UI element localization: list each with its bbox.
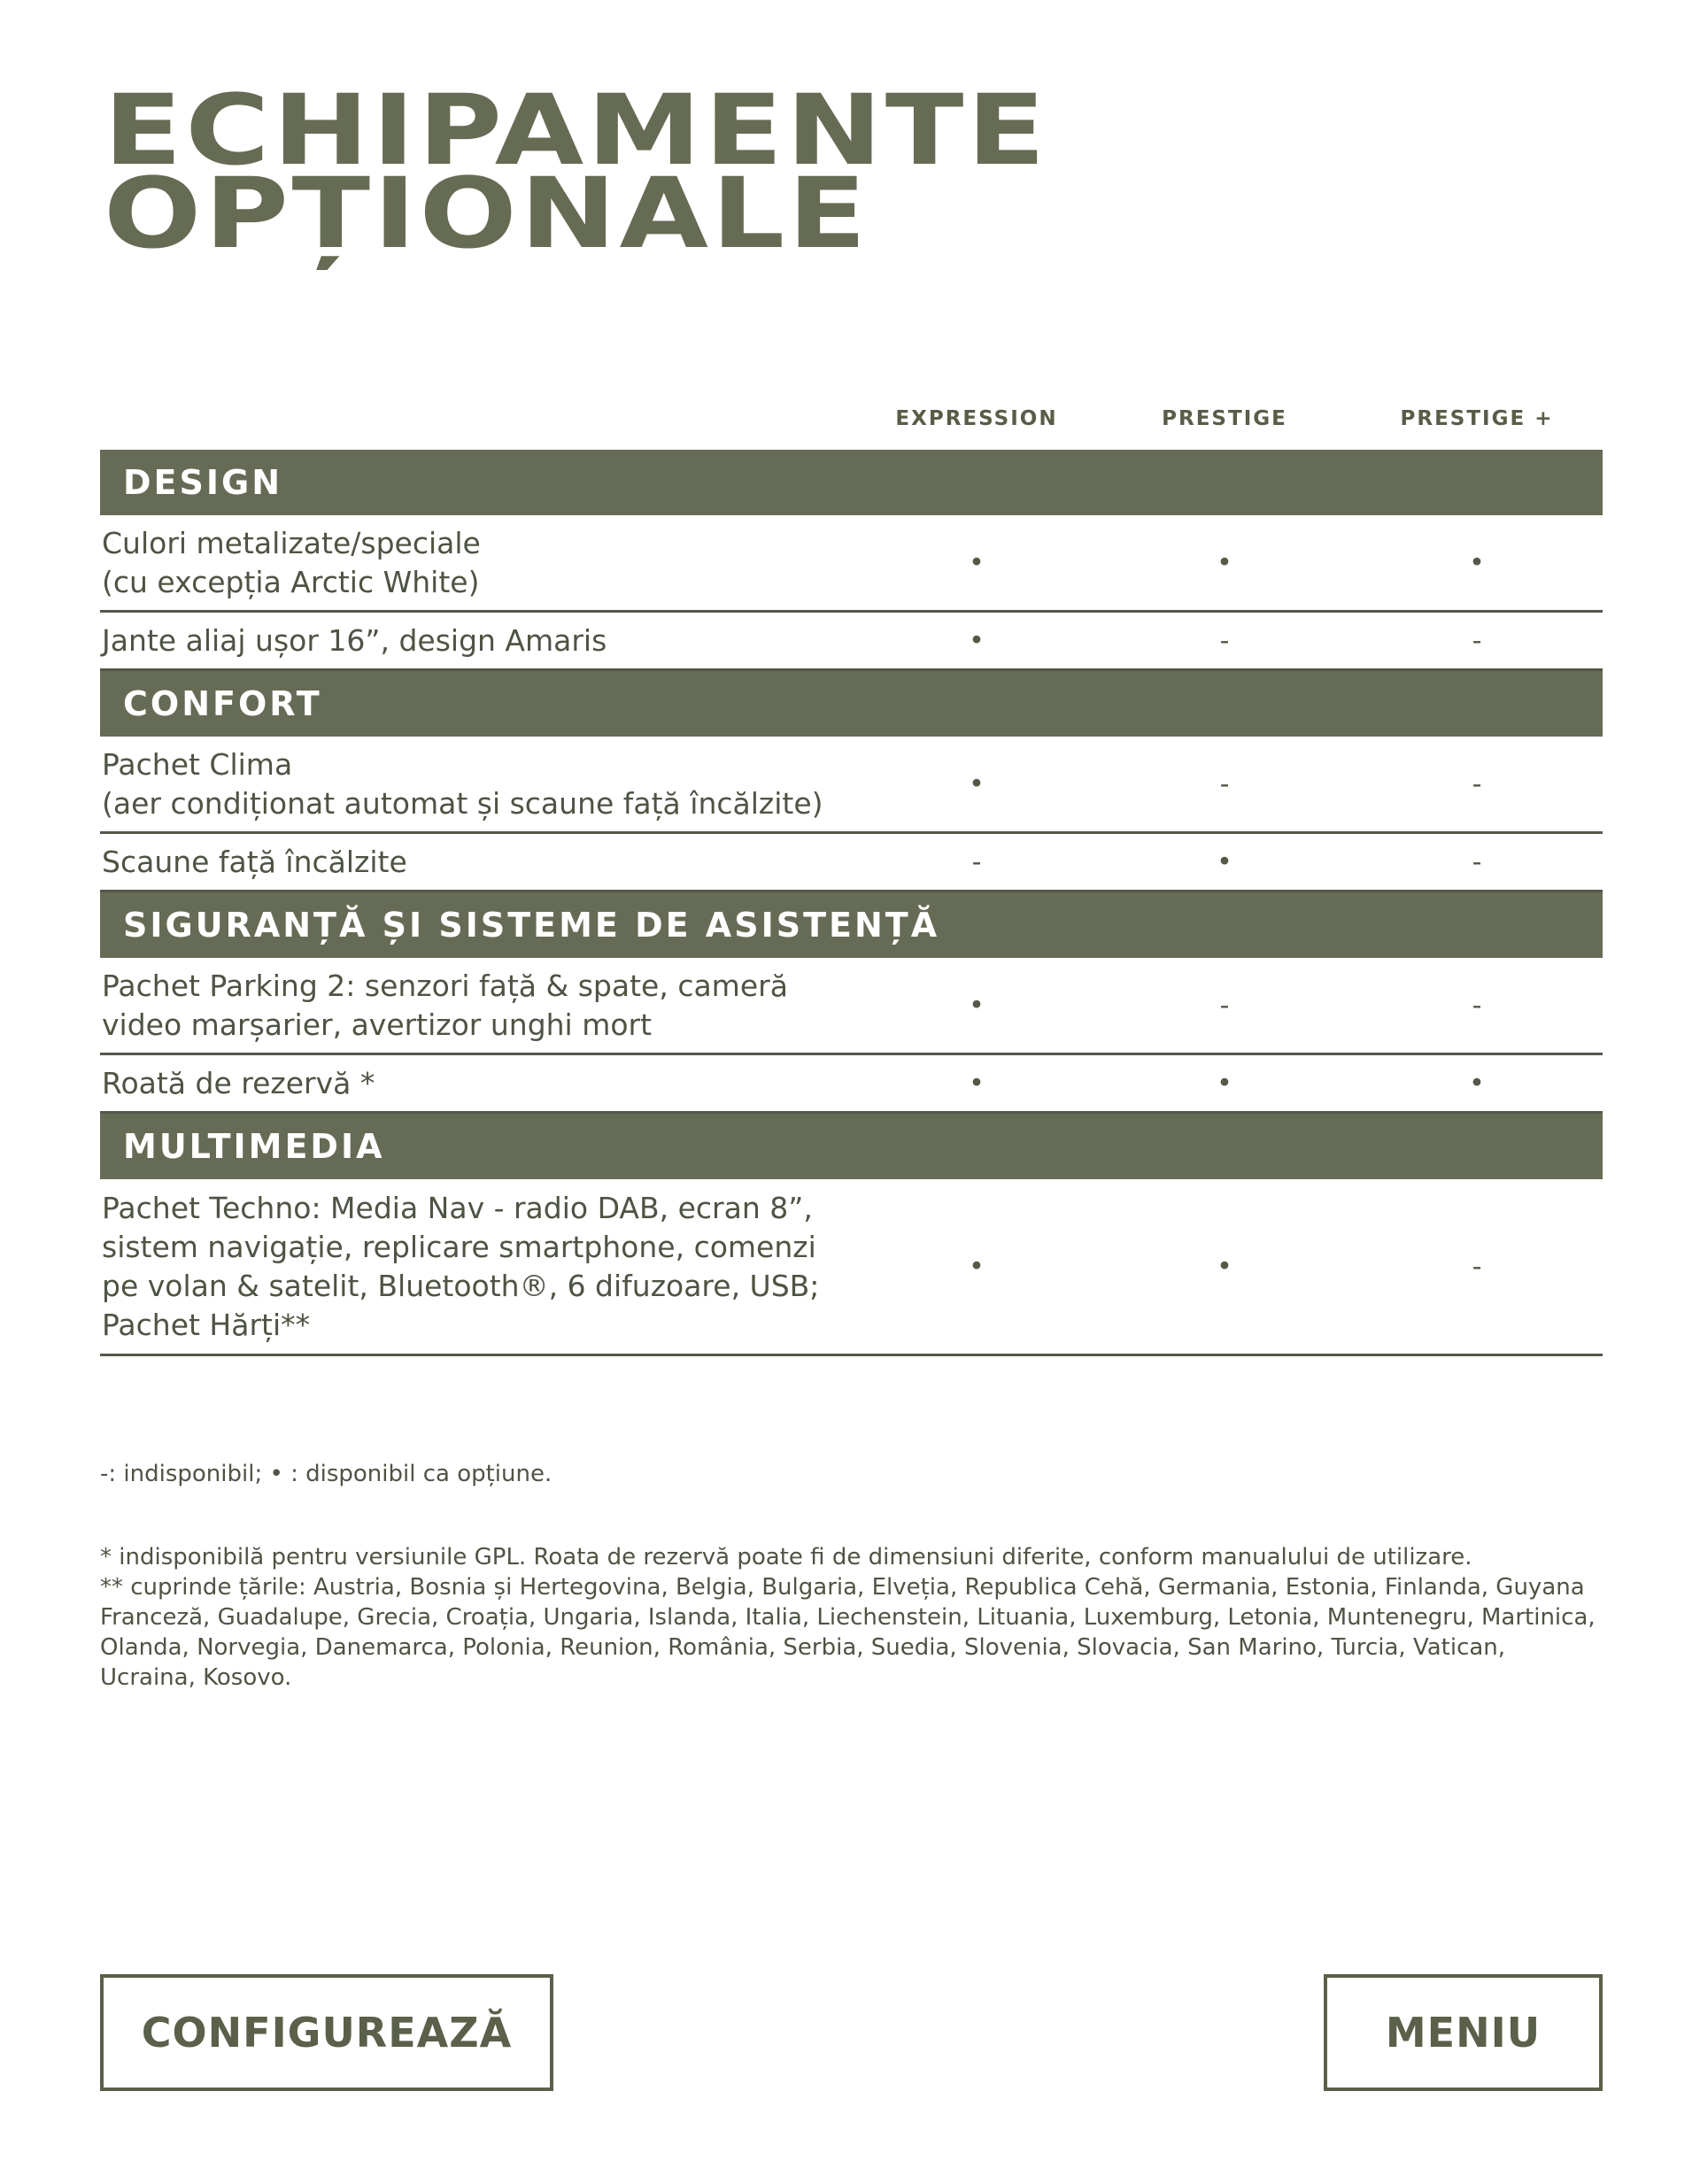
available-dot: • [1469, 1068, 1485, 1099]
unavailable-dash: - [1472, 768, 1482, 799]
available-dot: • [1217, 1068, 1232, 1099]
available-dot: • [969, 990, 985, 1021]
row-label: Jante aliaj ușor 16”, design Amaris [102, 622, 607, 658]
page-title-line-1: ECHIPAMENTE [104, 73, 1049, 187]
available-dot: • [1217, 1251, 1232, 1282]
available-dot: • [1469, 547, 1485, 578]
row-label: Pachet Techno: Media Nav - radio DAB, ecran 8”, sistem navigație, replicare smartphone, comenzi pe volan & satelit, Bluetooth®, 6 difuzoare, USB; Pachet Hărți** [102, 1190, 820, 1342]
unavailable-dash: - [1219, 768, 1230, 799]
available-dot: • [969, 547, 985, 578]
column-header-prestige: PRESTIGE [1162, 407, 1287, 430]
available-dot: • [969, 768, 985, 799]
table-row [100, 613, 1603, 671]
available-dot: • [969, 1068, 985, 1099]
table-row [100, 958, 1603, 1055]
available-dot: • [969, 1251, 985, 1282]
table-body [100, 450, 1603, 1356]
configure-button[interactable]: CONFIGUREAZĂ [100, 1974, 553, 2091]
menu-button[interactable]: MENIU [1324, 1974, 1603, 2091]
unavailable-dash: - [1219, 625, 1230, 656]
unavailable-dash: - [1219, 990, 1230, 1021]
available-dot: • [969, 625, 985, 656]
column-header-prestige-plus: PRESTIGE + [1400, 407, 1554, 430]
page-title [104, 73, 1049, 270]
table-row [100, 515, 1603, 613]
row-label: Pachet Clima (aer condiționat automat și scaune față încălzite) [102, 746, 823, 821]
footnote-spare-wheel: * indisponibilă pentru versiunile GPL. Roata de rezervă poate fi de dimensiuni diferite, conform manualului de utilizare. [100, 1544, 1472, 1570]
available-dot: • [1217, 547, 1232, 578]
options-table [100, 407, 1603, 1356]
unavailable-dash: - [1472, 846, 1482, 877]
row-label: Culori metalizate/speciale (cu excepția Arctic White) [102, 525, 481, 599]
row-label: Roată de rezervă * [102, 1065, 375, 1100]
table-row [100, 1055, 1603, 1114]
section-header: MULTIMEDIA [100, 1114, 1603, 1179]
section-header: DESIGN [100, 450, 1603, 515]
unavailable-dash: - [1472, 990, 1482, 1021]
legend-note: -: indisponibil; • : disponibil ca opțiune. [100, 1461, 552, 1487]
unavailable-dash: - [1472, 625, 1482, 656]
page-title-line-2: OPȚIONALE [104, 157, 869, 270]
available-dot: • [1217, 846, 1232, 877]
section-header: SIGURANȚĂ ȘI SISTEME DE ASISTENȚĂ [100, 892, 1603, 958]
column-header-expression: EXPRESSION [895, 407, 1058, 430]
row-label: Pachet Parking 2: senzori față & spate, cameră video marșarier, avertizor unghi mort [102, 968, 788, 1042]
unavailable-dash: - [1472, 1251, 1482, 1282]
section-header: CONFORT [100, 671, 1603, 737]
table-row [100, 834, 1603, 892]
footnote-maps-countries: ** cuprinde țările: Austria, Bosnia și Hertegovina, Belgia, Bulgaria, Elveția, Republica Cehă, Germania, Estonia, Finlanda, Guyana Franceză, Guadalupe, Grecia, Croația, Ungaria, Islanda, Italia, Liechenstein, Lituania, Luxemburg, Letonia, Muntenegru, Martinica, Olanda, Norvegia, Danemarca, Polonia, Reunion, România, Serbia, Suedia, Slovenia, Slovacia, San Marino, Turcia, Vatican, Ucraina, Kosovo. [100, 1574, 1596, 1691]
unavailable-dash: - [971, 846, 982, 877]
table-row [100, 1179, 1603, 1356]
row-label: Scaune față încălzite [102, 844, 407, 879]
table-row [100, 737, 1603, 834]
column-headers [100, 407, 1603, 450]
footnotes [100, 1542, 1605, 1693]
